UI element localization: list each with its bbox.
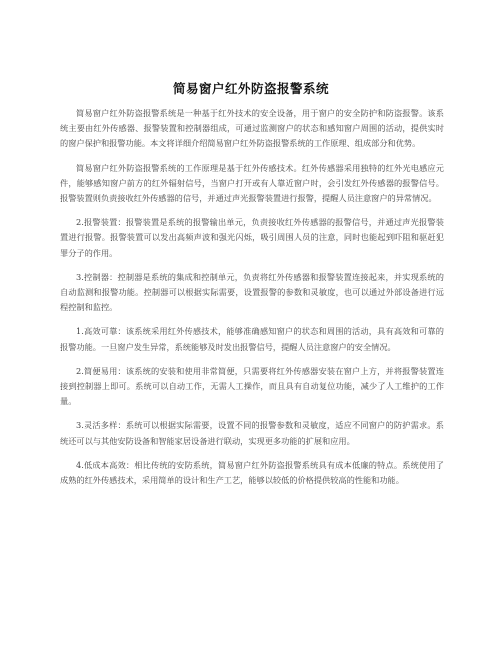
paragraph-working-principle: 简易窗户红外防盗报警系统的工作原理是基于红外传感技术。红外传感器采用独特的红外光电感应元件，能够感知窗户前方的红外辐射信号，当窗户打开或有人靠近窗户时，会引发红外传感器的报警信号。报警装置则负责接收红外传感器的信号，并通过声光报警装置进行报警，提醒人员注意窗户的异常情况。 [60, 162, 444, 204]
document-body [60, 106, 444, 497]
document-title: 简易窗户红外防盗报警系统 [172, 81, 329, 96]
paragraph-advantage-flexible: 3.灵活多样：系统可以根据实际需要，设置不同的报警参数和灵敏度，适应不同窗户的防护需求。系统还可以与其他安防设备和智能家居设备进行联动，实现更多功能的扩展和应用。 [60, 420, 444, 446]
paragraph-advantage-easy: 2.简便易用：该系统的安装和使用非常简便，只需要将红外传感器安装在窗户上方，并将报警装置连接到控制器上即可。系统可以自动工作，无需人工操作，而且具有自动复位功能，减少了人工维护的工作量。 [60, 365, 444, 407]
paragraph-controller: 3.控制器：控制器是系统的集成和控制单元，负责将红外传感器和报警装置连接起来，并实现系统的自动监测和报警功能。控制器可以根据实际需要，设置报警的参数和灵敏度，也可以通过外部设备进行远程控制和监控。 [60, 271, 444, 313]
paragraph-advantage-reliable: 1.高效可靠：该系统采用红外传感技术，能够准确感知窗户的状态和周围的活动，具有高效和可靠的报警功能。一旦窗户发生异常，系统能够及时发出报警信号，提醒人员注意窗户的安全情况。 [60, 326, 444, 352]
paragraph-alarm-device: 2.报警装置：报警装置是系统的报警输出单元，负责接收红外传感器的报警信号，并通过声光报警装置进行报警。报警装置可以发出高频声波和强光闪烁，吸引周围人员的注意，同时也能起到吓阻和驱赶犯罪分子的作用。 [60, 217, 444, 258]
paragraph-intro: 简易窗户红外防盗报警系统是一种基于红外技术的安全设备，用于窗户的安全防护和防盗报警。该系统主要由红外传感器、报警装置和控制器组成，可通过监测窗户的状态和感知窗户周围的活动，提供实时的窗户保护和报警功能。本文将详细介绍简易窗户红外防盗报警系统的工作原理、组成部分和优势。 [60, 108, 444, 149]
paragraph-advantage-low-cost: 4.低成本高效：相比传统的安防系统，简易窗户红外防盗报警系统具有成本低廉的特点。系统使用了成熟的红外传感技术，采用简单的设计和生产工艺，能够以较低的价格提供较高的性能和功能。 [60, 459, 444, 486]
